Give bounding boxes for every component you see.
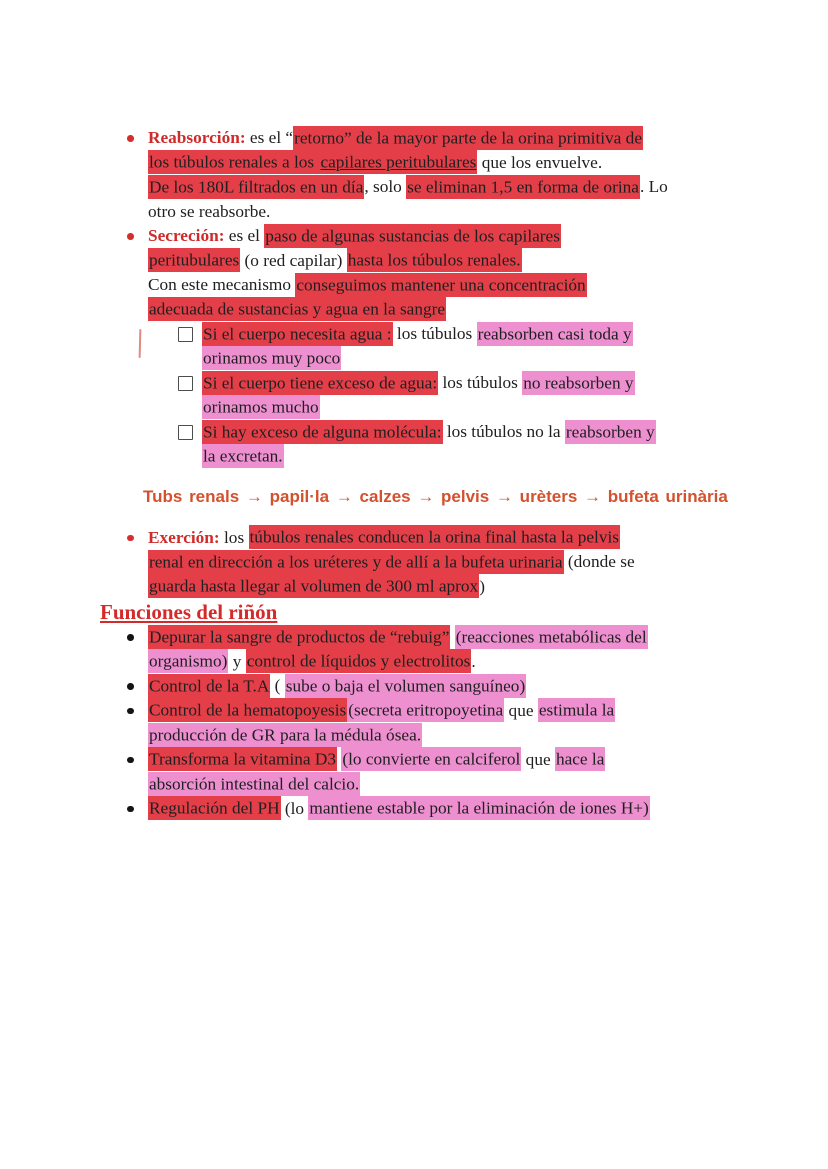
text-run: hasta los túbulos renales. — [347, 248, 522, 272]
text-run: es el “ — [245, 128, 294, 147]
text-run: (o red capilar) — [240, 250, 347, 270]
text-run: . Lo — [639, 177, 668, 196]
text-run: reabsorben casi toda y — [477, 322, 633, 346]
text-run: . — [471, 651, 476, 671]
bullet-item — [127, 126, 760, 224]
text-run: Con este mecanismo — [148, 275, 296, 294]
text-run: otro se reabsorbe. — [148, 201, 271, 221]
text-run: que — [521, 749, 555, 769]
text-run: Secreción: — [148, 226, 225, 245]
text-run: renal en dirección a los uréteres y de allí a la bufeta urinaria — [148, 550, 564, 574]
paragraph — [148, 625, 760, 674]
text-run: orinamos mucho — [202, 395, 320, 419]
text-run: túbulos renales conducen la orina final hasta la pelvis — [249, 525, 621, 549]
text-run: reabsorben y — [565, 420, 656, 444]
text-run: es el — [224, 226, 265, 245]
text-run: los túbulos — [392, 324, 477, 343]
text-run: ( — [270, 676, 285, 695]
paragraph — [202, 371, 760, 420]
text-line — [148, 723, 760, 748]
text-run: Reabsorción: — [148, 128, 246, 147]
text-run: producción de GR para la médula ósea. — [148, 723, 422, 747]
flow-sequence: Tubs renals → papil·la → calzes → pelvis → urèters → bufeta urinària — [143, 487, 728, 506]
text-run: capilares peritubulares — [319, 150, 477, 174]
text-line — [148, 797, 760, 822]
text-line — [148, 699, 760, 724]
text-run: absorción intestinal del calcio. — [148, 772, 360, 796]
bullet-item — [127, 625, 760, 674]
text-run: y — [228, 651, 246, 671]
bullet-item — [127, 526, 760, 600]
text-run: , solo — [364, 177, 407, 196]
text-line — [148, 200, 760, 225]
text-run: (lo convierte en calciferol — [341, 747, 521, 771]
text-line — [148, 650, 760, 675]
text-line — [148, 772, 760, 797]
bullet-icon — [127, 625, 148, 650]
bullet-icon — [127, 748, 148, 773]
text-run: no reabsorben y — [522, 371, 634, 395]
checkbox[interactable] — [178, 425, 193, 440]
text-run: guarda hasta llegar al volumen de 300 ml aprox — [148, 574, 479, 598]
bullet-icon — [127, 674, 148, 699]
text-run: Control de la hematopoyesis — [148, 698, 347, 722]
paragraph — [202, 322, 760, 371]
paragraph — [148, 224, 760, 322]
text-run: Depurar la sangre de productos de “rebuig” — [148, 625, 450, 649]
checkbox-item — [178, 420, 760, 469]
text-run: mantiene estable por la eliminación de iones H+) — [308, 796, 649, 820]
text-run: (donde se — [563, 552, 635, 571]
text-line — [202, 347, 760, 372]
paragraph — [148, 674, 760, 699]
text-line — [148, 175, 760, 200]
checkbox[interactable] — [178, 327, 193, 342]
text-run: hace la — [555, 747, 605, 771]
text-run: Control de la T.A — [148, 674, 270, 698]
text-run: estimula la — [538, 698, 615, 722]
text-run: sube o baja el volumen sanguíneo) — [285, 674, 526, 698]
bullet-icon — [127, 126, 148, 151]
text-run: los — [219, 527, 249, 547]
bullet-item — [127, 748, 760, 797]
text-run: ) — [479, 576, 485, 596]
text-run: los túbulos no la — [442, 422, 565, 441]
text-run: organismo) — [148, 649, 228, 673]
text-run: (secreta eritropoyetina — [347, 698, 504, 722]
text-run: De los 180L filtrados en un día — [148, 175, 364, 199]
bullet-icon — [127, 224, 148, 249]
text-run: Si el cuerpo necesita agua : — [202, 322, 393, 346]
text-run: control de líquidos y electrolitos — [246, 649, 472, 673]
paragraph — [148, 126, 760, 224]
text-run: que los envuelve. — [477, 152, 603, 172]
text-line — [148, 575, 760, 600]
paragraph — [148, 526, 760, 600]
text-run: (reacciones metabólicas del — [455, 625, 648, 649]
section-heading: Funciones del riñón — [100, 600, 278, 624]
text-line — [148, 273, 760, 298]
text-line — [202, 420, 760, 445]
text-line — [202, 445, 760, 470]
text-run: Exerción: — [148, 527, 220, 547]
checkbox-item — [178, 371, 760, 420]
text-run: Si hay exceso de alguna molécula: — [202, 420, 443, 444]
text-run: se eliminan 1,5 en forma de orina — [406, 175, 640, 199]
text-line — [148, 151, 760, 176]
text-line — [148, 625, 760, 650]
bullet-item — [127, 674, 760, 699]
text-run: adecuada de sustancias y agua en la sangre — [148, 297, 446, 321]
text-run: conseguimos mantener una concentración — [295, 273, 586, 297]
checkbox-item — [178, 322, 760, 371]
text-run: que — [504, 700, 538, 720]
checkbox[interactable] — [178, 376, 193, 391]
text-line — [148, 126, 760, 151]
bullet-item — [127, 797, 760, 822]
paragraph — [148, 797, 760, 822]
text-run: Transforma la vitamina D3 — [148, 747, 337, 771]
text-run: Si el cuerpo tiene exceso de agua: — [202, 371, 438, 395]
paragraph — [202, 420, 760, 469]
bullet-item — [127, 699, 760, 748]
text-run: retorno” de la mayor parte de la orina primitiva de — [293, 126, 643, 150]
text-run: (lo — [280, 798, 309, 818]
text-line — [148, 748, 760, 773]
paragraph — [148, 748, 760, 797]
text-run: paso de algunas sustancias de los capilares — [264, 224, 561, 248]
document-content — [100, 126, 760, 821]
text-run: Regulación del PH — [148, 796, 281, 820]
text-line — [202, 322, 760, 347]
text-run: los túbulos — [438, 373, 523, 392]
text-line — [148, 298, 760, 323]
bullet-icon — [127, 797, 148, 822]
text-run: los túbulos renales a los — [148, 150, 319, 174]
bullet-icon — [127, 526, 148, 551]
text-line — [202, 396, 760, 421]
text-line — [148, 224, 760, 249]
text-run: la excretan. — [202, 444, 284, 468]
text-line — [148, 526, 760, 551]
text-run: peritubulares — [148, 248, 240, 272]
bullet-item — [127, 224, 760, 322]
text-line — [148, 674, 760, 699]
text-line — [202, 371, 760, 396]
text-line — [148, 550, 760, 575]
paragraph — [148, 699, 760, 748]
bullet-icon — [127, 699, 148, 724]
text-line — [148, 249, 760, 274]
text-run: orinamos muy poco — [202, 346, 341, 370]
